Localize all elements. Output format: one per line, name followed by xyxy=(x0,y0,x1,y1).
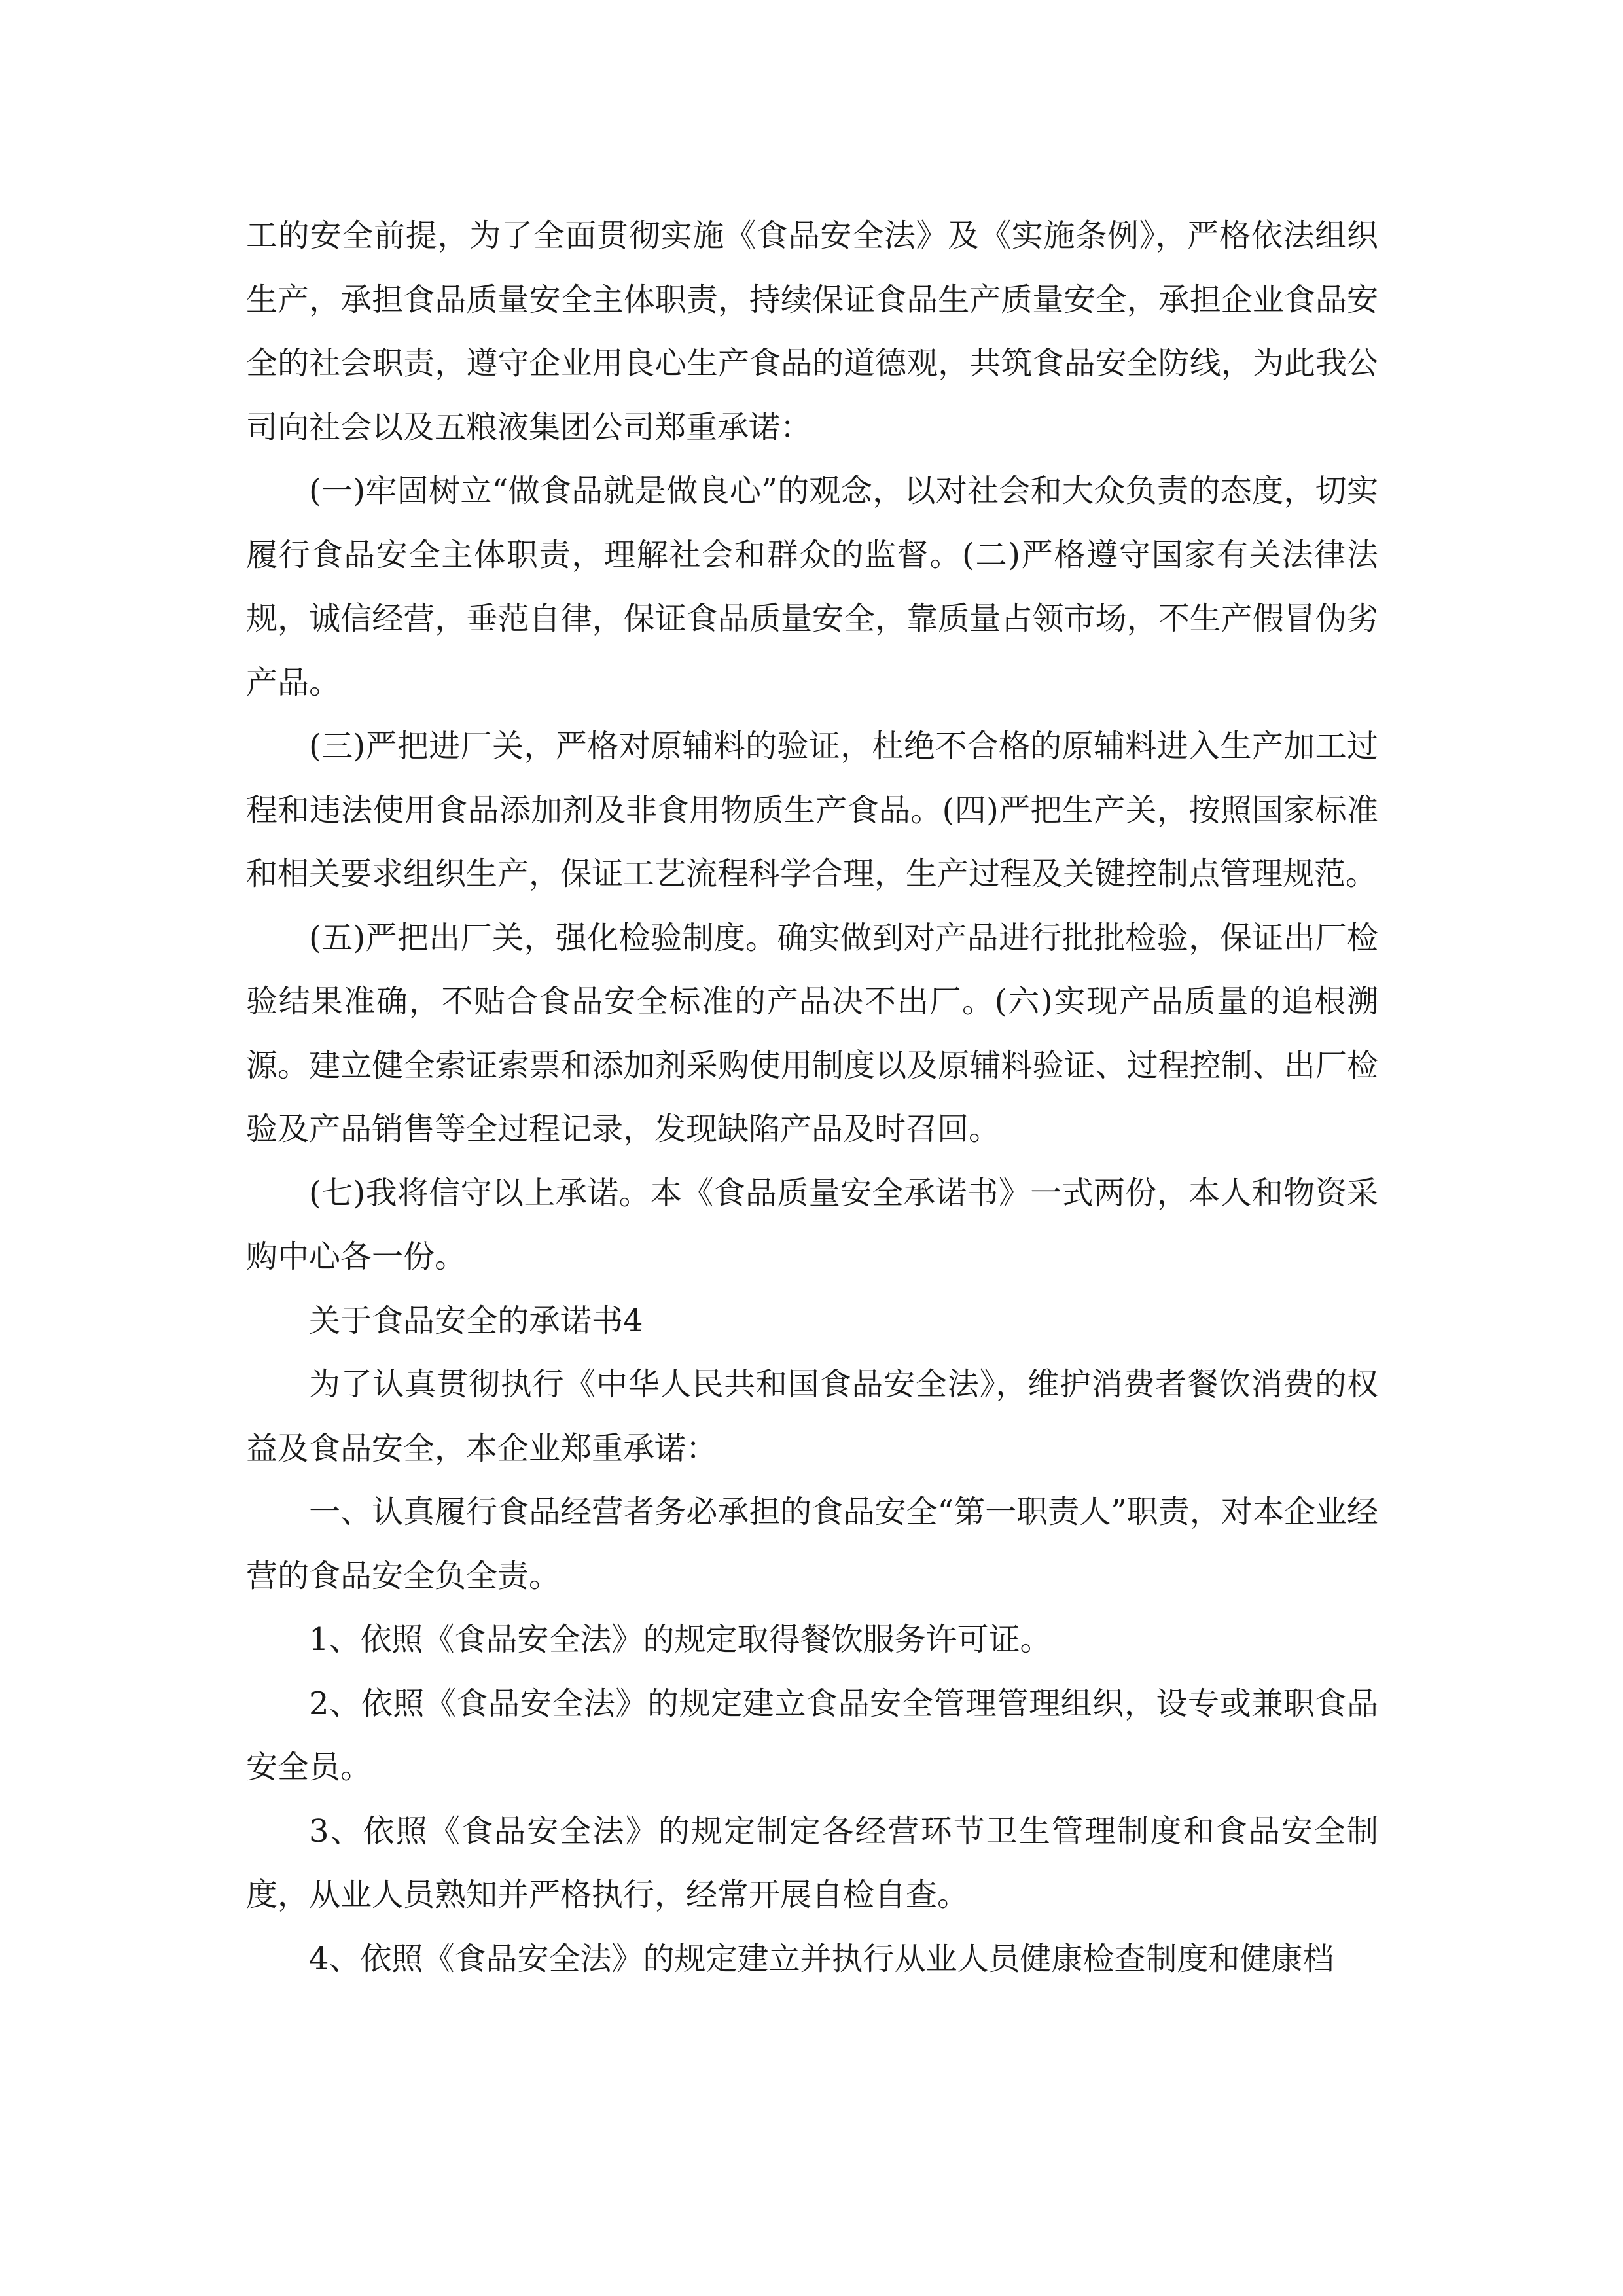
list-item-1: 1、依照《食品安全法》的规定取得餐饮服务许可证。 xyxy=(309,1621,1052,1658)
paragraph-commitment-3-4: (三)严把进厂关，严格对原辅料的验证，杜绝不合格的原辅料进入生产加工过程和违法使用食品添加剂及非食用物质生产食品。(四)严把生产关，按照国家标准和相关要求组织生产，保证工艺流程科学合理，生产过程及关键控制点管理规范。 xyxy=(246,728,1378,892)
paragraph-item-one: 一、认真履行食品经营者务必承担的食品安全“第一职责人”职责，对本企业经营的食品安全负全责。 xyxy=(246,1494,1378,1594)
document-body xyxy=(246,204,1378,1991)
section-heading: 关于食品安全的承诺书4 xyxy=(309,1302,643,1339)
list-item-3: 3、依照《食品安全法》的规定制定各经营环节卫生管理制度和食品安全制度，从业人员熟知并严格执行，经常开展自检自查。 xyxy=(246,1812,1378,1913)
list-item-2: 2、依照《食品安全法》的规定建立食品安全管理管理组织，设专或兼职食品安全员。 xyxy=(246,1685,1378,1785)
paragraph-commitment-5-6: (五)严把出厂关，强化检验制度。确实做到对产品进行批批检验，保证出厂检验结果准确，不贴合食品安全标准的产品决不出厂。(六)实现产品质量的追根溯源。建立健全索证索票和添加剂采购使用制度以及原辅料验证、过程控制、出厂检验及产品销售等全过程记录，发现缺陷产品及时召回。 xyxy=(246,919,1378,1147)
paragraph-intro-continuation: 工的安全前提，为了全面贯彻实施《食品安全法》及《实施条例》，严格依法组织生产，承担食品质量安全主体职责，持续保证食品生产质量安全，承担企业食品安全的社会职责，遵守企业用良心生产食品的道德观，共筑食品安全防线，为此我公司向社会以及五粮液集团公司郑重承诺： xyxy=(246,217,1378,446)
paragraph-commitment-7: (七)我将信守以上承诺。本《食品质量安全承诺书》一式两份，本人和物资采购中心各一份。 xyxy=(246,1174,1378,1275)
paragraph-commitment-1-2: (一)牢固树立“做食品就是做良心”的观念，以对社会和大众负责的态度，切实履行食品安全主体职责，理解社会和群众的监督。(二)严格遵守国家有关法律法规，诚信经营，垂范自律，保证食品质量安全，靠质量占领市场，不生产假冒伪劣产品。 xyxy=(246,473,1378,701)
paragraph-section-intro: 为了认真贯彻执行《中华人民共和国食品安全法》，维护消费者餐饮消费的权益及食品安全，本企业郑重承诺： xyxy=(246,1366,1378,1467)
list-item-4: 4、依照《食品安全法》的规定建立并执行从业人员健康检查制度和健康档 xyxy=(309,1940,1334,1977)
